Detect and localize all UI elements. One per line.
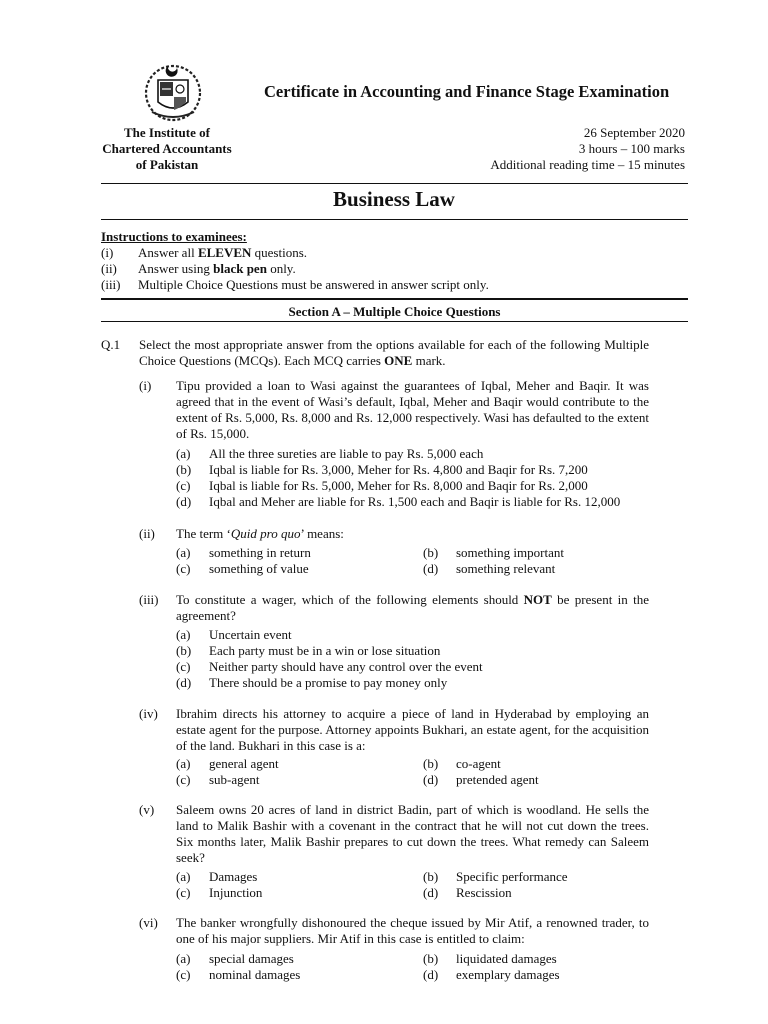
mcq-option — [176, 545, 649, 561]
header-divider — [101, 183, 688, 184]
instructions-heading: Instructions to examinees: — [101, 229, 247, 244]
option-text: Iqbal is liable for Rs. 3,000, Meher for Rs. 4,800 and Baqir for Rs. 7,200 — [209, 462, 588, 477]
option-letter: (c) — [176, 885, 191, 900]
instruction-text: only. — [266, 261, 296, 276]
instruction-text: questions. — [251, 245, 308, 260]
option-text: something of value — [209, 561, 309, 576]
mcq-stem: The banker wrongfully dishonoured the cheque issued by Mir Atif, a renowned trader, to one of his major suppliers. Mir Atif in this case is entitled to claim: — [176, 915, 649, 946]
option-text: pretended agent — [456, 772, 539, 787]
reading-time: Additional reading time – 15 minutes — [490, 157, 685, 172]
option-text: something in return — [209, 545, 311, 560]
instruction-emphasis: ELEVEN — [197, 245, 252, 260]
mcq-option — [423, 545, 564, 561]
option-text: general agent — [209, 756, 279, 771]
section-heading: Section A – Multiple Choice Questions — [288, 304, 501, 319]
question-number: Q.1 — [101, 337, 121, 352]
option-letter: (b) — [423, 951, 439, 966]
mcq-stem — [176, 526, 649, 542]
option-letter: (d) — [176, 494, 192, 509]
option-text: There should be a promise to pay money only — [209, 675, 448, 690]
question-text-part: Select the most appropriate answer from the options available for each of the following Multiple Choice Questions (MCQs). Each MCQ carries — [139, 337, 649, 368]
option-letter: (a) — [176, 627, 191, 642]
instruction-text: Answer using — [138, 261, 214, 276]
option-text: Each party must be in a win or lose situation — [209, 643, 441, 658]
instruction-item — [101, 277, 489, 293]
mcq-option — [423, 561, 555, 577]
mcq-stem: Saleem owns 20 acres of land in district Badin, part of which is woodland. He sells the land to Malik Bashir with a covenant in the contract that he will not cut down the trees. Six months later, Malik Bashir prepares to cut down the trees. What remedy can Saleem seek? — [176, 802, 649, 865]
institute-line: The Institute of — [124, 125, 210, 140]
option-letter: (d) — [423, 967, 439, 982]
mcq-number: (iv) — [139, 706, 158, 721]
option-letter: (a) — [176, 545, 191, 560]
option-letter: (b) — [423, 756, 439, 771]
mcq-option — [176, 561, 649, 577]
stem-part: ’ means: — [300, 526, 344, 541]
stem-part: be present in the agreement? — [176, 592, 649, 623]
institute-crest-logo — [140, 62, 206, 122]
mcq-number: (vi) — [139, 915, 158, 930]
option-letter: (a) — [176, 756, 191, 771]
mcq-option — [176, 951, 649, 967]
option-text: Injunction — [209, 885, 263, 900]
mcq-option — [176, 462, 649, 478]
exam-duration: 3 hours – 100 marks — [578, 141, 685, 156]
instruction-item — [101, 261, 296, 277]
mcq-option — [176, 869, 649, 885]
institute-line: Chartered Accountants — [102, 141, 232, 156]
mcq-number: (ii) — [139, 526, 155, 541]
mcq-option — [423, 967, 560, 983]
subject-divider — [101, 219, 688, 220]
option-letter: (a) — [176, 869, 191, 884]
instruction-number: (ii) — [101, 261, 117, 276]
instruction-number: (i) — [101, 245, 114, 260]
mcq-option — [176, 675, 649, 691]
option-text: Neither party should have any control over the event — [209, 659, 483, 674]
instruction-emphasis: black pen — [213, 261, 267, 276]
stem-emphasis: NOT — [523, 592, 552, 607]
option-text: nominal damages — [209, 967, 301, 982]
option-text: sub-agent — [209, 772, 260, 787]
mcq-option — [176, 967, 649, 983]
exam-date: 26 September 2020 — [583, 125, 685, 140]
mcq-option — [176, 772, 649, 788]
subject-title: Business Law — [333, 187, 455, 211]
option-text: Iqbal and Meher are liable for Rs. 1,500 each and Baqir is liable for Rs. 12,000 — [209, 494, 621, 509]
stem-italic-term: Quid pro quo — [230, 526, 301, 541]
mcq-option — [423, 869, 568, 885]
stem-part: The term ‘ — [176, 526, 231, 541]
question-emphasis: ONE — [384, 353, 413, 368]
exam-meta — [420, 125, 685, 173]
section-divider-top — [101, 298, 688, 300]
option-text: something important — [456, 545, 564, 560]
option-letter: (b) — [423, 545, 439, 560]
option-text: liquidated damages — [456, 951, 557, 966]
question-text — [139, 337, 649, 369]
section-divider-bottom — [101, 321, 688, 322]
option-letter: (b) — [176, 643, 192, 658]
option-text: co-agent — [456, 756, 501, 771]
institute-line: of Pakistan — [135, 157, 199, 172]
instruction-number: (iii) — [101, 277, 121, 292]
option-letter: (d) — [423, 885, 439, 900]
mcq-option — [176, 659, 649, 675]
instruction-text: Answer all — [138, 245, 198, 260]
mcq-option — [423, 885, 512, 901]
option-letter: (a) — [176, 951, 191, 966]
mcq-option — [176, 478, 649, 494]
option-letter: (d) — [176, 675, 192, 690]
mcq-stem — [176, 592, 649, 624]
mcq-option — [423, 951, 557, 967]
mcq-stem: Tipu provided a loan to Wasi against the guarantees of Iqbal, Meher and Baqir. It was agreed that in the event of Wasi’s default, Iqbal, Meher and Baqir would contribute to the extent of Rs. 5,000, Rs. 8,000 and Rs. 12,000 respectively. Wasi has defaulted to the extent of Rs. 15,000. — [176, 378, 649, 441]
mcq-option — [176, 446, 649, 462]
institute-name — [92, 125, 242, 173]
mcq-number: (i) — [139, 378, 152, 393]
option-letter: (c) — [176, 659, 191, 674]
option-letter: (d) — [423, 772, 439, 787]
mcq-number: (iii) — [139, 592, 159, 607]
option-letter: (b) — [423, 869, 439, 884]
exam-title: Certificate in Accounting and Finance Stage Examination — [264, 82, 670, 101]
option-text: exemplary damages — [456, 967, 560, 982]
mcq-number: (v) — [139, 802, 155, 817]
mcq-option — [176, 756, 649, 772]
option-text: something relevant — [456, 561, 556, 576]
option-text: special damages — [209, 951, 294, 966]
option-letter: (d) — [423, 561, 439, 576]
mcq-stem: Ibrahim directs his attorney to acquire a piece of land in Hyderabad by employing an estate agent for the purpose. Attorney appoints Bukhari, an estate agent, for the acquisition of the land. Bukhari in this case is a: — [176, 706, 649, 753]
mcq-option — [176, 885, 649, 901]
option-text: All the three sureties are liable to pay Rs. 5,000 each — [209, 446, 484, 461]
mcq-option — [176, 643, 649, 659]
instruction-text: Multiple Choice Questions must be answered in answer script only. — [138, 277, 489, 292]
mcq-option — [176, 494, 649, 510]
option-letter: (b) — [176, 462, 192, 477]
stem-part: To constitute a wager, which of the following elements should — [176, 592, 524, 607]
mcq-option — [423, 772, 539, 788]
mcq-option — [423, 756, 501, 772]
mcq-option — [176, 627, 649, 643]
option-letter: (c) — [176, 561, 191, 576]
option-text: Uncertain event — [209, 627, 292, 642]
option-text: Damages — [209, 869, 258, 884]
option-letter: (c) — [176, 967, 191, 982]
option-text: Iqbal is liable for Rs. 5,000, Meher for Rs. 8,000 and Baqir for Rs. 2,000 — [209, 478, 588, 493]
question-text-part: mark. — [412, 353, 446, 368]
option-letter: (c) — [176, 772, 191, 787]
option-text: Rescission — [456, 885, 512, 900]
instruction-item — [101, 245, 307, 261]
option-letter: (a) — [176, 446, 191, 461]
option-letter: (c) — [176, 478, 191, 493]
option-text: Specific performance — [456, 869, 568, 884]
